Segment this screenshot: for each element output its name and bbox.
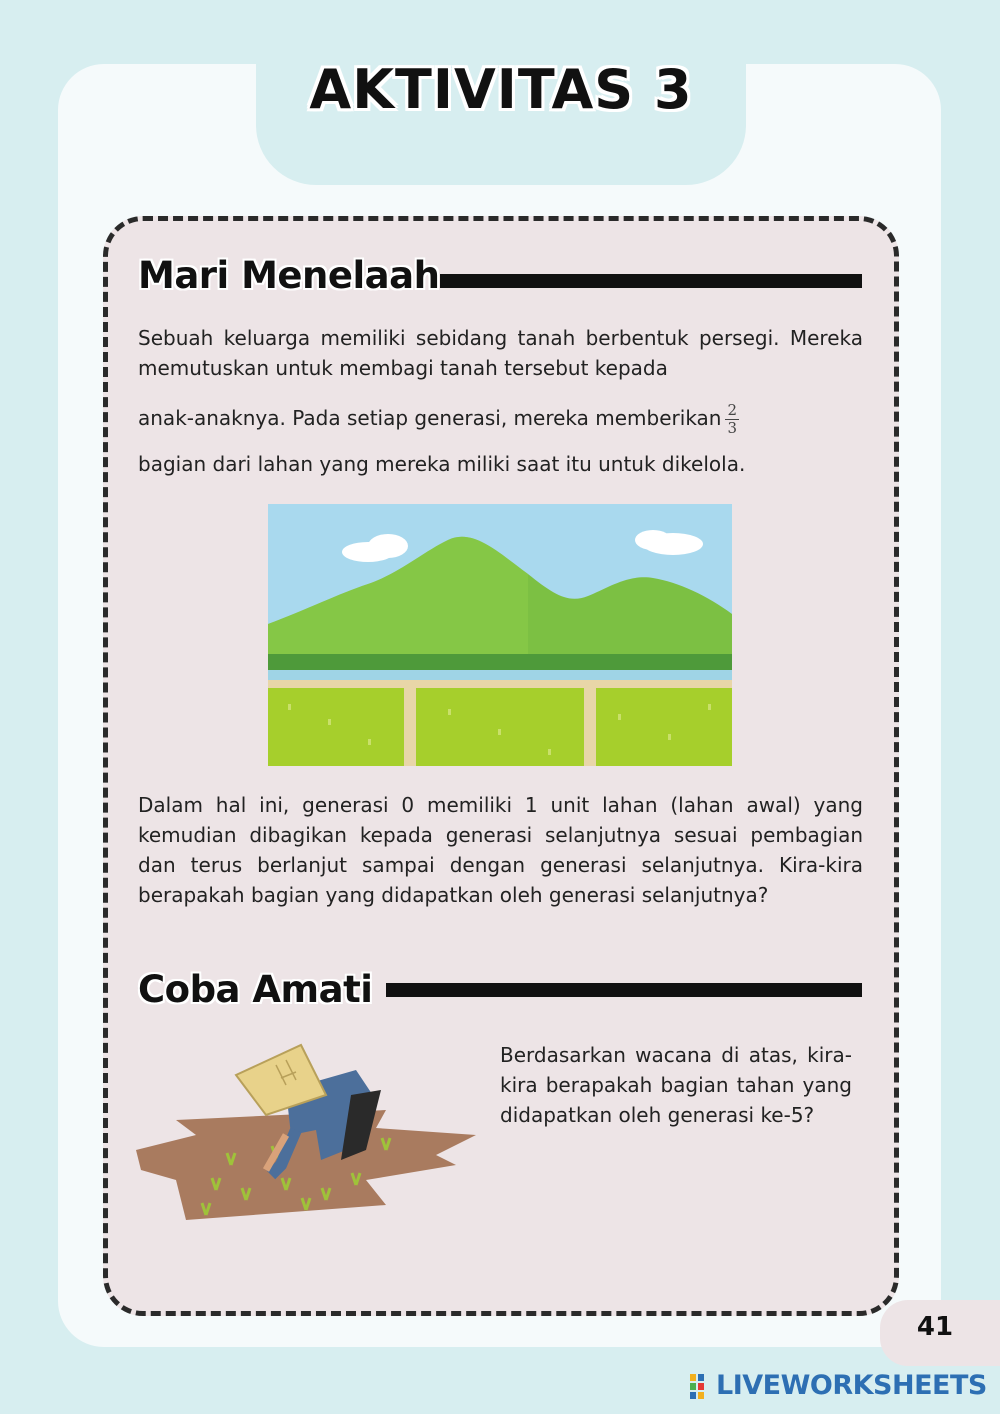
rice-field-illustration [268,504,732,766]
liveworksheets-logo-icon [690,1374,712,1400]
page-number: 41 [916,1312,954,1342]
heading-rule [386,983,862,997]
fraction-two-thirds: $\frac{2}{3}$ [727,401,738,437]
section-heading-coba-amati: Coba Amati [138,968,373,1011]
heading-rule [440,274,862,288]
intro-text-3: bagian dari lahan yang mereka miliki saat itu untuk dikelola. [138,452,746,476]
section-heading-mari-menelaah: Mari Menelaah [138,254,440,297]
intro-text-1: Sebuah keluarga memiliki sebidang tanah berbentuk persegi. Mereka memutuskan untuk membagi tanah tersebut kepada [138,326,863,380]
liveworksheets-brand[interactable]: LIVEWORKSHEETS [716,1370,987,1401]
generation-paragraph: Dalam hal ini, generasi 0 memiliki 1 unit lahan (lahan awal) yang kemudian dibagikan kepada generasi selanjutnya sesuai pembagian dan terus berlanjut sampai dengan generasi selanjutnya. Kira-kira berapakah bagian yang didapatkan oleh generasi selanjutnya? [138,793,863,907]
question-text: Berdasarkan wacana di atas, kira-kira berapakah bagian tahan yang didapatkan oleh generasi ke-5? [500,1043,852,1127]
intro-paragraph [138,323,863,383]
intro-line-3 [138,449,863,479]
page-title: AKTIVITAS 3 [309,58,693,121]
intro-line-fraction [138,392,863,444]
farmer-planting-illustration [136,1040,481,1230]
intro-text-2: anak-anaknya. Pada setiap generasi, mereka memberikan [138,406,722,430]
